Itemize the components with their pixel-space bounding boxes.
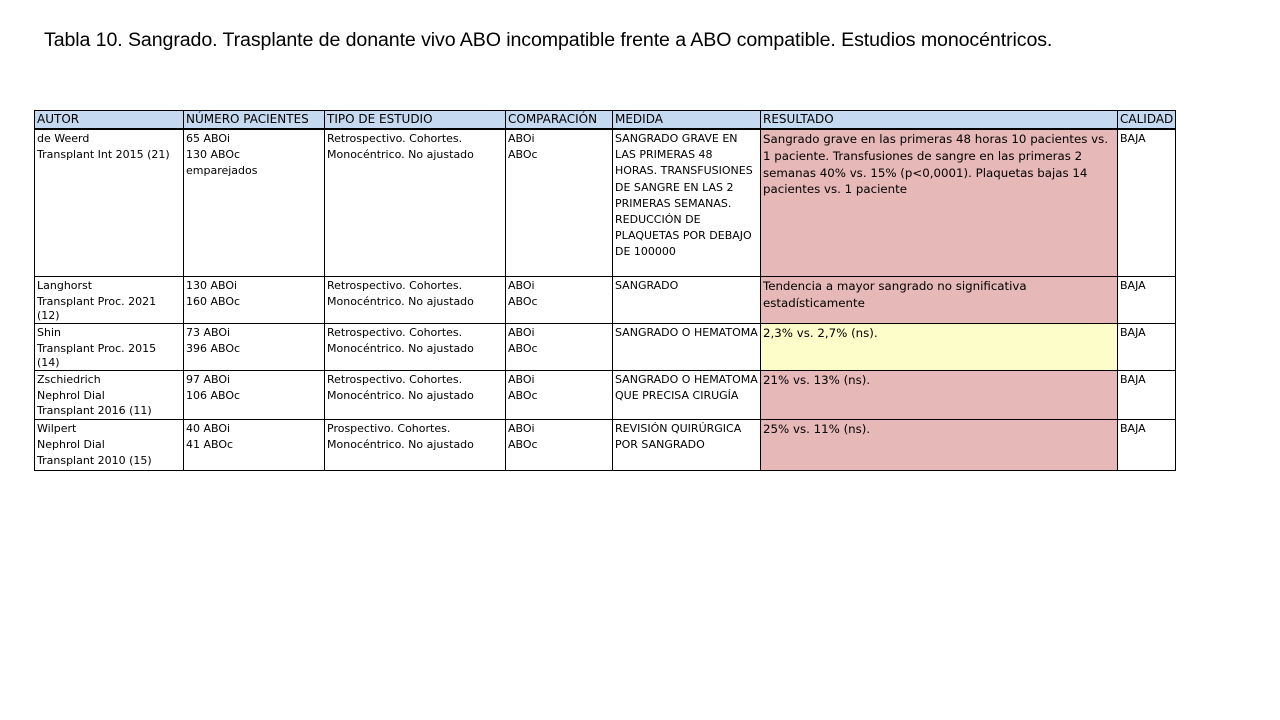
cell-tipo <box>325 277 506 324</box>
autor-line: de Weerd <box>37 132 90 145</box>
cell-autor <box>35 324 184 371</box>
comparacion-line: ABOi <box>508 422 535 435</box>
cell-resultado: 25% vs. 11% (ns). <box>761 420 1118 471</box>
cell-calidad: BAJA <box>1118 129 1176 277</box>
cell-resultado: Tendencia a mayor sangrado no significativa estadísticamente <box>761 277 1118 324</box>
header-numero-pacientes: NÚMERO PACIENTES <box>184 111 325 130</box>
autor-line: Transplant 2010 (15) <box>37 454 152 468</box>
tipo-line: Monocéntrico. No ajustado <box>327 295 474 309</box>
cell-medida: SANGRADO O HEMATOMA QUE PRECISA CIRUGÍA <box>613 371 761 420</box>
comparacion-line: ABOi <box>508 279 535 292</box>
table-row <box>35 129 1176 277</box>
tipo-line: Monocéntrico. No ajustado <box>327 342 474 356</box>
tipo-line: Retrospectivo. Cohortes. <box>327 373 463 386</box>
table-row <box>35 420 1176 471</box>
cell-comparacion <box>506 277 613 324</box>
cell-medida: SANGRADO GRAVE EN LAS PRIMERAS 48 HORAS. TRANSFUSIONES DE SANGRE EN LAS 2 PRIMERAS SEMANAS. REDUCCIÓN DE PLAQUETAS POR DEBAJO DE 100000 <box>613 129 761 277</box>
cell-calidad: BAJA <box>1118 371 1176 420</box>
autor-line: Nephrol Dial <box>37 438 105 452</box>
cell-tipo <box>325 420 506 471</box>
comparacion-line: ABOc <box>508 148 538 162</box>
cell-calidad: BAJA <box>1118 420 1176 471</box>
autor-line: Transplant Proc. 2015 <box>37 342 157 356</box>
cell-numero <box>184 324 325 371</box>
autor-line: Shin <box>37 326 61 339</box>
autor-line: Nephrol Dial <box>37 389 105 403</box>
numero-line: 106 ABOc <box>186 389 241 403</box>
autor-line: Zschiedrich <box>37 373 101 386</box>
header-tipo-estudio: TIPO DE ESTUDIO <box>325 111 506 130</box>
table-row <box>35 277 1176 324</box>
tipo-line: Retrospectivo. Cohortes. <box>327 132 463 145</box>
numero-line: 41 ABOc <box>186 438 234 452</box>
cell-autor <box>35 277 184 324</box>
cell-autor <box>35 129 184 277</box>
table-row <box>35 371 1176 420</box>
numero-line: emparejados <box>186 164 258 178</box>
cell-numero <box>184 129 325 277</box>
header-row <box>35 111 1176 130</box>
autor-line: (14) <box>37 356 60 370</box>
comparacion-line: ABOi <box>508 373 535 386</box>
autor-line: Transplant 2016 (11) <box>37 404 152 418</box>
cell-numero <box>184 277 325 324</box>
cell-tipo <box>325 324 506 371</box>
cell-comparacion <box>506 324 613 371</box>
header-comparacion: COMPARACIÓN <box>506 111 613 130</box>
table-title: Tabla 10. Sangrado. Trasplante de donante vivo ABO incompatible frente a ABO compatible. Estudios monocéntricos. <box>44 29 1053 51</box>
numero-line: 160 ABOc <box>186 295 241 309</box>
cell-numero <box>184 371 325 420</box>
tipo-line: Prospectivo. Cohortes. <box>327 422 451 435</box>
tipo-line: Monocéntrico. No ajustado <box>327 148 474 162</box>
numero-line: 97 ABOi <box>186 373 231 386</box>
header-autor: AUTOR <box>35 111 184 130</box>
comparacion-line: ABOc <box>508 342 538 356</box>
autor-line: Transplant Int 2015 (21) <box>37 148 170 162</box>
tipo-line: Monocéntrico. No ajustado <box>327 438 474 452</box>
cell-numero <box>184 420 325 471</box>
autor-line: Wilpert <box>37 422 77 435</box>
table-row <box>35 324 1176 371</box>
cell-tipo <box>325 129 506 277</box>
numero-line: 130 ABOi <box>186 279 238 292</box>
cell-comparacion <box>506 129 613 277</box>
cell-medida: SANGRADO <box>613 277 761 324</box>
header-medida: MEDIDA <box>613 111 761 130</box>
numero-line: 396 ABOc <box>186 342 241 356</box>
cell-resultado: Sangrado grave en las primeras 48 horas 10 pacientes vs. 1 paciente. Transfusiones de sangre en las primeras 2 semanas 40% vs. 15% (p<0,0001). Plaquetas bajas 14 pacientes vs. 1 paciente <box>761 129 1118 277</box>
numero-line: 130 ABOc <box>186 148 241 162</box>
cell-tipo <box>325 371 506 420</box>
autor-line: Langhorst <box>37 279 93 292</box>
cell-autor <box>35 420 184 471</box>
cell-calidad: BAJA <box>1118 324 1176 371</box>
autor-line: (12) <box>37 309 60 323</box>
tipo-line: Retrospectivo. Cohortes. <box>327 279 463 292</box>
cell-comparacion <box>506 371 613 420</box>
cell-autor <box>35 371 184 420</box>
cell-medida: REVISIÓN QUIRÚRGICA POR SANGRADO <box>613 420 761 471</box>
comparacion-line: ABOc <box>508 295 538 309</box>
header-calidad: CALIDAD <box>1118 111 1176 130</box>
numero-line: 40 ABOi <box>186 422 231 435</box>
numero-line: 65 ABOi <box>186 132 231 145</box>
comparacion-line: ABOc <box>508 389 538 403</box>
header-resultado: RESULTADO <box>761 111 1118 130</box>
bleeding-studies-table <box>34 110 1176 471</box>
cell-medida: SANGRADO O HEMATOMA <box>613 324 761 371</box>
cell-calidad: BAJA <box>1118 277 1176 324</box>
comparacion-line: ABOi <box>508 132 535 145</box>
tipo-line: Monocéntrico. No ajustado <box>327 389 474 403</box>
comparacion-line: ABOc <box>508 438 538 452</box>
autor-line: Transplant Proc. 2021 <box>37 295 157 309</box>
tipo-line: Retrospectivo. Cohortes. <box>327 326 463 339</box>
cell-resultado: 21% vs. 13% (ns). <box>761 371 1118 420</box>
cell-resultado: 2,3% vs. 2,7% (ns). <box>761 324 1118 371</box>
numero-line: 73 ABOi <box>186 326 231 339</box>
cell-comparacion <box>506 420 613 471</box>
comparacion-line: ABOi <box>508 326 535 339</box>
